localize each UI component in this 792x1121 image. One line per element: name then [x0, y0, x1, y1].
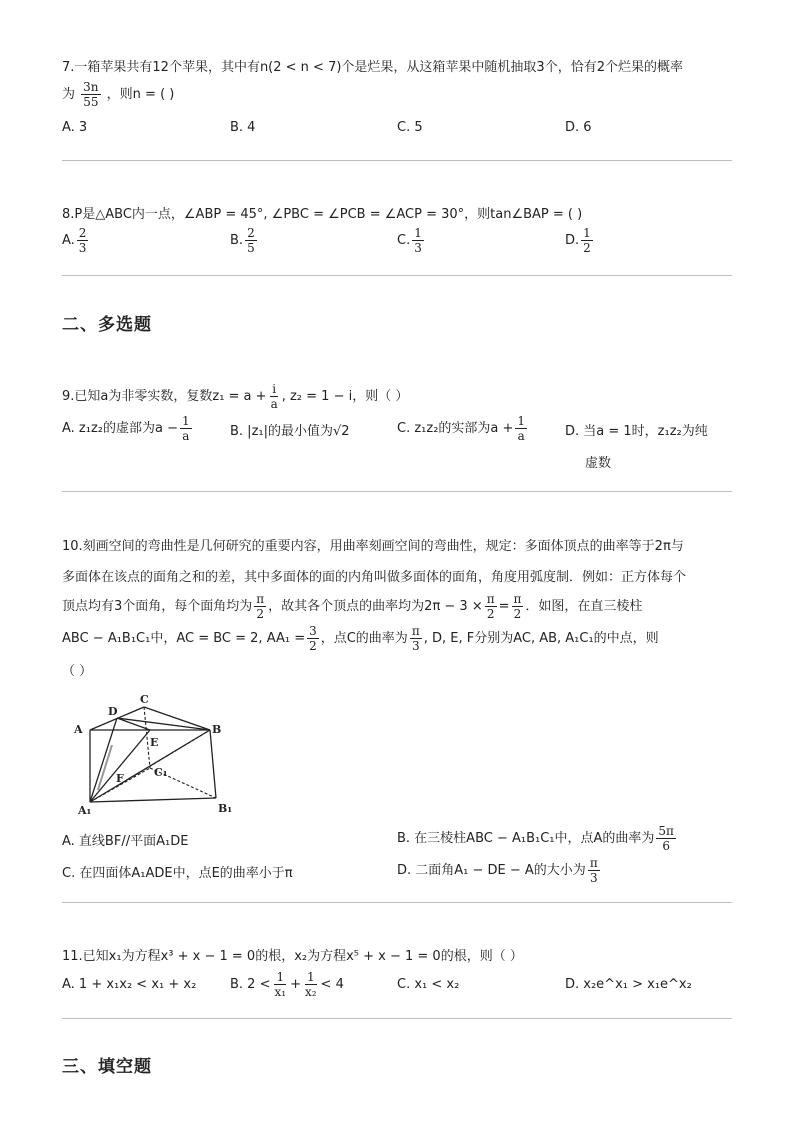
frac-den: 3 — [78, 241, 87, 255]
label-A: A — [74, 723, 83, 736]
q9-option-c-text: C. z₁z₂的实部为a + — [397, 421, 514, 436]
edge-A1B1 — [90, 798, 216, 802]
q8-option-b — [230, 226, 259, 255]
q10-stem-line1: 10.刻画空间的弯曲性是几何研究的重要内容，用曲率刻画空间的弯曲性，规定：多面体顶点的曲率等于2π与 — [62, 539, 684, 554]
divider — [62, 1018, 732, 1019]
q11-option-a: A. 1 + x₁x₂ < x₁ + x₂ — [62, 977, 197, 992]
edge-BB1 — [210, 730, 216, 798]
text: B. 在三棱柱ABC − A₁B₁C₁中，点A的曲率为 — [397, 831, 655, 846]
frac-num: 5π — [658, 824, 674, 838]
q9-option-b: B. |z₁|的最小值为√2 — [230, 424, 350, 439]
frac-den: a — [182, 429, 190, 443]
frac-den: a — [517, 429, 525, 443]
frac-num: π — [589, 856, 598, 870]
text: ABC − A₁B₁C₁中，AC = BC = 2, AA₁ = — [62, 631, 306, 646]
q10-option-c: C. 在四面体A₁ADE中，点E的曲率小于π — [62, 866, 293, 881]
q7-option-b: B. 4 — [230, 120, 256, 135]
q8-option-label: C. — [397, 233, 411, 248]
q8-option-c — [397, 226, 426, 255]
frac-num: π — [486, 592, 495, 606]
frac-num: 1 — [306, 970, 315, 984]
label-D: D — [108, 705, 118, 718]
q8-option-d — [565, 226, 595, 255]
frac-num: π — [256, 592, 265, 606]
frac-num: 1 — [414, 226, 422, 240]
q7-frac-den: 55 — [83, 95, 99, 109]
q8-option-label: D. — [565, 233, 580, 248]
frac-num: π — [513, 592, 522, 606]
frac-den: 2 — [256, 607, 265, 621]
q7-stem-line2 — [62, 80, 174, 109]
q10-stem-line3 — [62, 592, 642, 621]
frac-den: 6 — [662, 839, 670, 853]
q9-option-a-text: A. z₁z₂的虚部为a − — [62, 421, 178, 436]
frac-den: 5 — [247, 241, 255, 255]
q11-option-c: C. x₁ < x₂ — [397, 977, 460, 992]
frac-den: 3 — [411, 639, 420, 653]
q9-option-d-line2: 虚数 — [585, 456, 612, 471]
q11-stem: 11.已知x₁为方程x³ + x − 1 = 0的根，x₂为方程x⁵ + x − 1 = 0的根，则（ ） — [62, 949, 523, 964]
q10-stem-line4 — [62, 624, 659, 653]
frac-den: 3 — [414, 241, 422, 255]
label-C: C — [140, 693, 149, 706]
frac-num: 3 — [309, 624, 317, 638]
q9-option-d-line1: D. 当a = 1时，z₁z₂为纯 — [565, 424, 708, 439]
q9-option-c — [397, 414, 529, 443]
q10-stem-line5: （ ） — [62, 664, 93, 679]
q7-fraction — [81, 80, 100, 109]
text: < 4 — [320, 977, 344, 992]
q9-text-post: , z₂ = 1 − i，则（ ） — [281, 389, 409, 404]
q7-frac-num: 3n — [83, 80, 99, 94]
q7-option-c: C. 5 — [397, 120, 423, 135]
divider — [62, 160, 732, 161]
frac-num: 1 — [583, 226, 591, 240]
frac-den: 3 — [589, 871, 598, 885]
frac-den: a — [270, 397, 278, 411]
label-C1: C₁ — [154, 766, 168, 779]
frac-num: 1 — [276, 970, 285, 984]
frac-den: 2 — [513, 607, 522, 621]
text: ．如图，在直三棱柱 — [525, 599, 643, 614]
q11-option-b — [230, 970, 344, 999]
label-B: B — [212, 723, 222, 736]
divider — [62, 491, 732, 492]
text: = — [498, 599, 510, 614]
edge-EA1 — [90, 730, 150, 802]
q7-text: 为 — [62, 87, 76, 102]
frac-num: 1 — [182, 414, 190, 428]
q11-option-d: D. x₂e^x₁ > x₁e^x₂ — [565, 977, 692, 992]
edge-DB — [117, 718, 210, 730]
q7-text-post: ，则n = ( ) — [106, 87, 175, 102]
q8-option-label: A. — [62, 233, 75, 248]
section-heading-fill-in: 三、填空题 — [62, 1057, 152, 1077]
label-F: F — [116, 772, 124, 785]
q7-option-d: D. 6 — [565, 120, 592, 135]
q9-option-a — [62, 414, 194, 443]
text: B. 2 < — [230, 977, 271, 992]
q10-option-b — [397, 824, 678, 853]
edge-CB — [144, 707, 210, 730]
prism-figure — [62, 690, 242, 820]
q9-stem — [62, 382, 408, 411]
frac-num: 2 — [247, 226, 255, 240]
q9-text: 9.已知a为非零实数，复数z₁ = a + — [62, 389, 267, 404]
q7-option-a: A. 3 — [62, 120, 88, 135]
label-E: E — [150, 736, 159, 749]
text: 顶点均有3个面角，每个面角均为 — [62, 599, 253, 614]
frac-num: 2 — [78, 226, 87, 240]
frac-num: i — [272, 382, 277, 396]
frac-num: π — [411, 624, 420, 638]
frac-den: x₁ — [274, 985, 287, 999]
label-B1: B₁ — [218, 802, 233, 815]
q10-option-d — [397, 856, 602, 885]
q7-stem-line1: 7.一箱苹果共有12个苹果，其中有n(2 < n < 7)个是烂果，从这箱苹果中随机抽取3个，恰有2个烂果的概率 — [62, 60, 683, 75]
q10-option-a: A. 直线BF//平面A₁DE — [62, 834, 189, 849]
frac-den: 2 — [309, 639, 317, 653]
frac-den: x₂ — [304, 985, 317, 999]
divider — [62, 902, 732, 903]
frac-num: 1 — [517, 414, 526, 428]
q10-stem-line2: 多面体在该点的面角之和的差，其中多面体的面的内角叫做多面体的面角，角度用弧度制．例如：正方体每个 — [62, 570, 687, 585]
frac-den: 2 — [486, 607, 495, 621]
q8-stem: 8.P是△ABC内一点，∠ABP = 45°, ∠PBC = ∠PCB = ∠ACP = 30°，则tan∠BAP = ( ) — [62, 207, 583, 222]
text: ，故其各个顶点的曲率均为2π − 3 × — [268, 599, 483, 614]
section-heading-multiple-choice: 二、多选题 — [62, 315, 152, 335]
text: D. 二面角A₁ − DE − A的大小为 — [397, 863, 586, 878]
q8-option-label: B. — [230, 233, 244, 248]
divider — [62, 275, 732, 276]
text: + — [290, 977, 301, 992]
q8-option-a — [62, 226, 90, 255]
text: , D, E, F分别为AC, AB, A₁C₁的中点，则 — [423, 631, 659, 646]
frac-den: 2 — [583, 241, 591, 255]
text: ，点C的曲率为 — [320, 631, 408, 646]
label-A1: A₁ — [78, 804, 92, 817]
